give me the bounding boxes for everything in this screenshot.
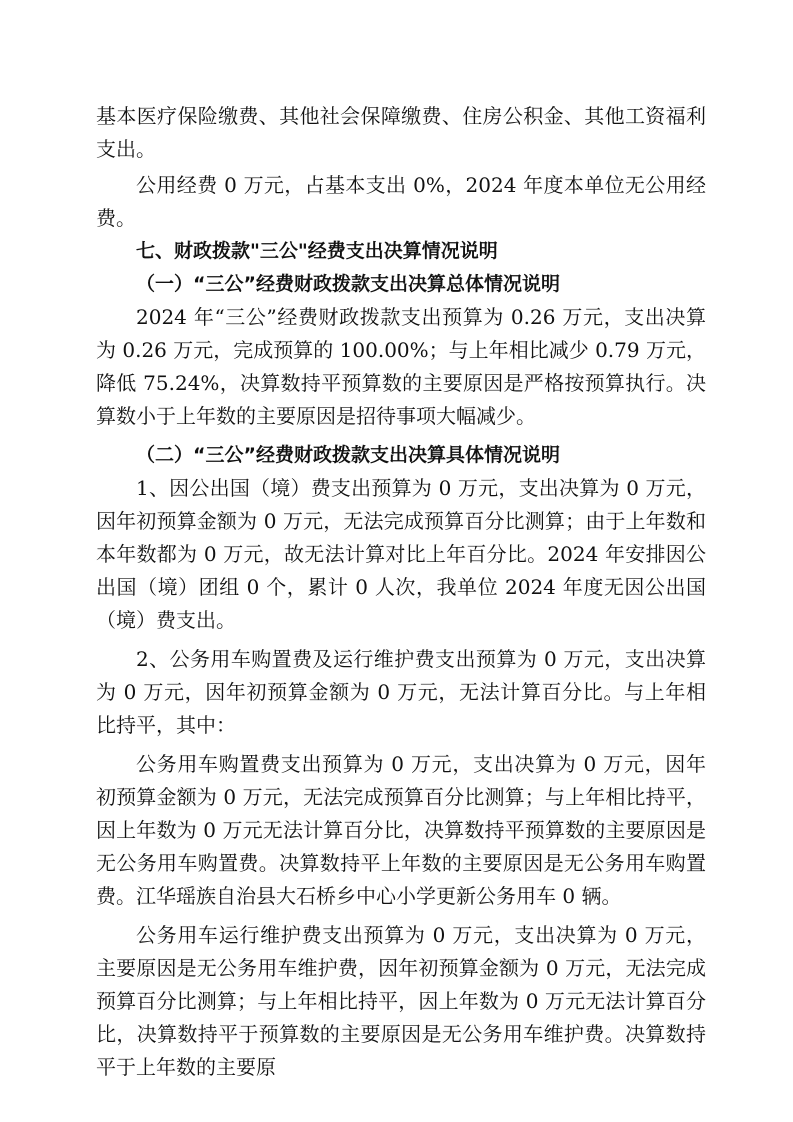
heading-detailed-explanation: （二）“三公”经费财政拨款支出决算具体情况说明 [136,444,560,466]
document-body [96,100,706,1084]
paragraph-staff-welfare: 基本医疗保险缴费、其他社会保障缴费、住房公积金、其他工资福利支出。 [96,104,706,161]
paragraph-vehicle-costs: 2、公务用车购置费及运行维护费支出预算为 0 万元，支出决算为 0 万元，因年初预算金额为 0 万元，无法计算百分比。与上年相比持平，其中： [96,647,706,737]
paragraph-vehicle-maintenance: 公务用车运行维护费支出预算为 0 万元，支出决算为 0 万元，主要原因是无公务用车维护费，因年初预算金额为 0 万元，无法完成预算百分比测算；与上年相比持平，因上年数为 0 万元无法计算百分比，决算数持平于预算数的主要原因是无公务用车维护费。决算数持平于上年数的主要原 [96,923,706,1079]
paragraph-overall-explanation: 2024 年“三公”经费财政拨款支出预算为 0.26 万元，支出决算为 0.26 万元，完成预算的 100.00%；与上年相比减少 0.79 万元，降低 75.24%，决算数持平预算数的主要原因是严格按预算执行。决算数小于上年数的主要原因是招待事项大幅减少。 [96,305,706,428]
paragraph-public-funds: 公用经费 0 万元，占基本支出 0%，2024 年度本单位无公用经费。 [96,173,706,230]
heading-overall-explanation: （一）“三公”经费财政拨款支出决算总体情况说明 [136,273,560,295]
paragraph-vehicle-purchase: 公务用车购置费支出预算为 0 万元，支出决算为 0 万元，因年初预算金额为 0 万元，无法完成预算百分比测算；与上年相比持平，因上年数为 0 万元无法计算百分比，决算数持平预算数的主要原因是无公务用车购置费。决算数持平上年数的主要原因是无公务用车购置费。江华瑶族自治县大石桥乡中心小学更新公务用车 0 辆。 [96,752,706,908]
paragraph-overseas-travel: 1、因公出国（境）费支出预算为 0 万元，支出决算为 0 万元，因年初预算金额为 0 万元，无法完成预算百分比测算；由于上年数和本年数都为 0 万元，故无法计算对比上年百分比。2024 年安排因公出国（境）团组 0 个，累计 0 人次，我单位 2024 年度无因公出国（境）费支出。 [96,476,706,632]
heading-section-seven: 七、财政拨款"三公"经费支出决算情况说明 [136,240,498,262]
